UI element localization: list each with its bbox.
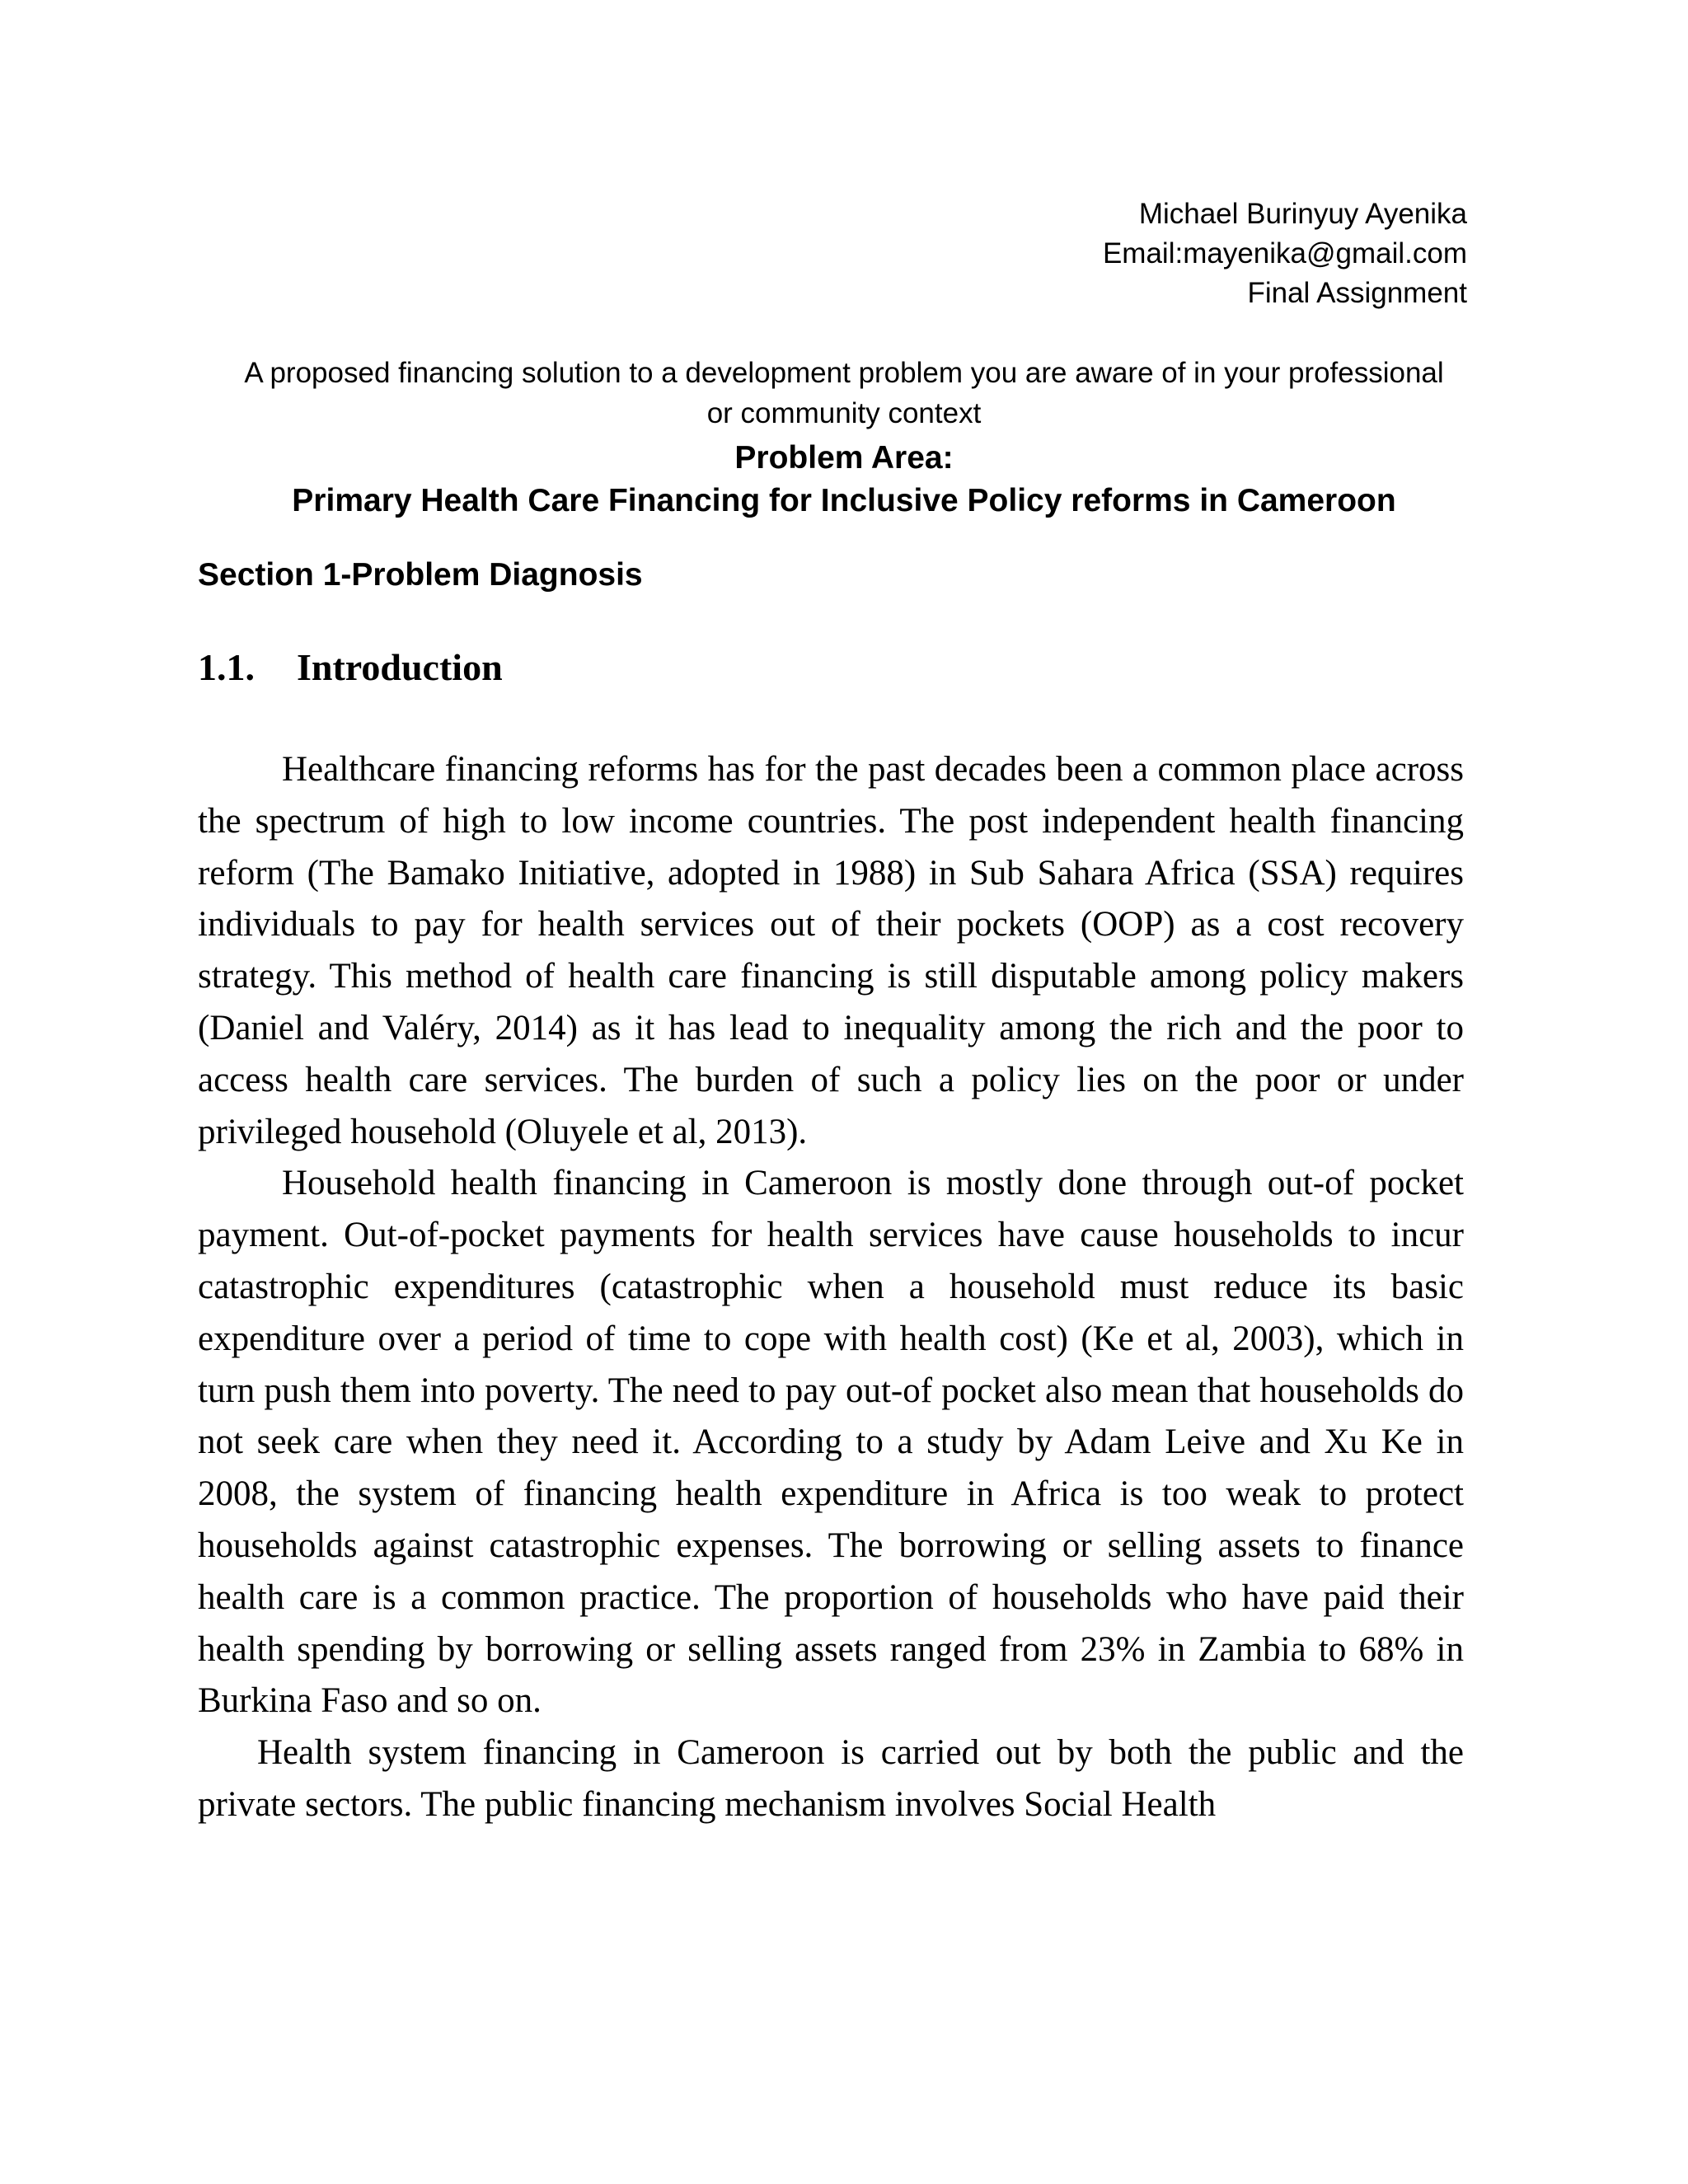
section-heading: Section 1-Problem Diagnosis bbox=[198, 557, 643, 593]
paragraph: Household health financing in Cameroon is mostly done through out-of pocket payment. Out-of-pocket payments for health services have cause households to incur catastrophic expenditures (catastrophic when a household must reduce its basic expenditure over a period of time to cope with health cost) (Ke et al, 2003), which in turn push them into poverty. The need to pay out-of pocket also mean that households do not seek care when they need it. According to a study by Adam Leive and Xu Ke in 2008, the system of financing health expenditure in Africa is too weak to protect households against catastrophic expenses. The borrowing or selling assets to finance health care is a common practice. The proportion of households who have paid their health spending by borrowing or selling assets ranged from 23% in Zambia to 68% in Burkina Faso and so on. bbox=[198, 1164, 1464, 1721]
problem-area-title: Primary Health Care Financing for Inclusive Policy reforms in Cameroon bbox=[292, 483, 1396, 518]
problem-area-block bbox=[0, 437, 1688, 523]
assignment-label: Final Assignment bbox=[1247, 277, 1467, 309]
author-email: Email:mayenika@gmail.com bbox=[1102, 237, 1467, 269]
problem-area-label: Problem Area: bbox=[734, 440, 954, 476]
body-text bbox=[198, 744, 1464, 1831]
document-subtitle bbox=[0, 353, 1688, 434]
subsection-heading bbox=[198, 643, 503, 692]
subsection-title: Introduction bbox=[297, 646, 503, 688]
author-name: Michael Burinyuy Ayenika bbox=[1138, 198, 1467, 230]
paragraph: Health system financing in Cameroon is carried out by both the public and the private sectors. The public financing mechanism involves Social Health bbox=[198, 1733, 1464, 1824]
subtitle-line-1: A proposed financing solution to a development problem you are aware of in your professional bbox=[244, 357, 1444, 389]
paragraph: Healthcare financing reforms has for the past decades been a common place across the spectrum of high to low income countries. The post independent health financing reform (The Bamako Initiative, adopted in 1988) in Sub Sahara Africa (SSA) requires individuals to pay for health services out of their pockets (OOP) as a cost recovery strategy. This method of health care financing is still disputable among policy makers (Daniel and Valéry, 2014) as it has lead to inequality among the rich and the poor to access health care services. The burden of such a policy lies on the poor or under privileged household (Oluyele et al, 2013). bbox=[198, 750, 1464, 1151]
author-block bbox=[1103, 194, 1467, 313]
subtitle-line-2: or community context bbox=[706, 397, 982, 429]
subsection-number: 1.1. bbox=[198, 646, 255, 688]
